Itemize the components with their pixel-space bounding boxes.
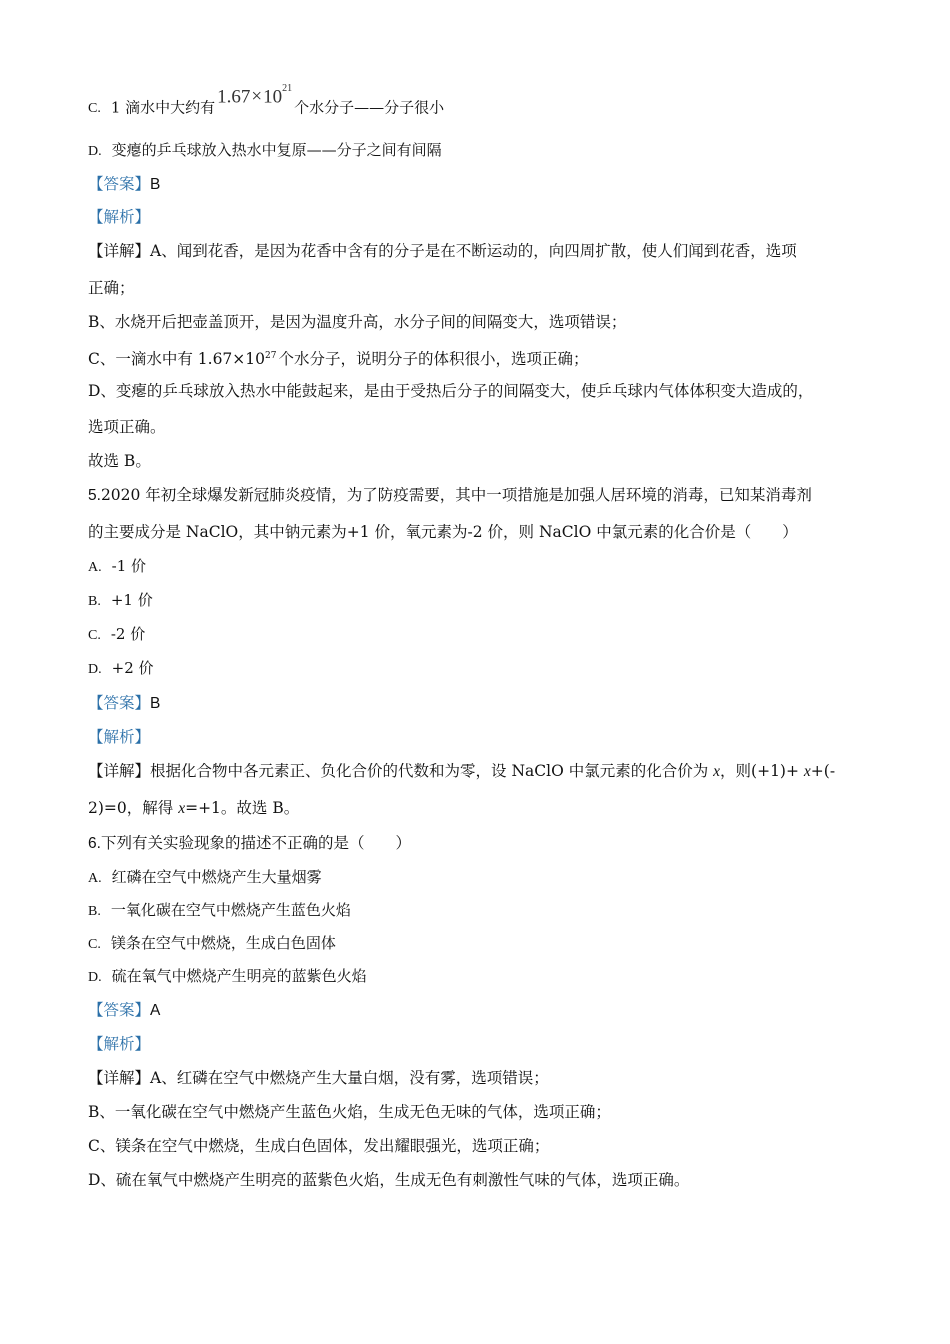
answer-tag: 【答案】	[88, 1001, 151, 1019]
sci-number	[217, 83, 292, 107]
detail-line: B、水烧开后把壶盖顶开，是因为温度升高，水分子间的间隔变大，选项错误；	[88, 313, 627, 331]
sci-exponent: 21	[282, 83, 293, 94]
detail-line: D、硫在氧气中燃烧产生明亮的蓝紫色火焰，生成无色有刺激性气味的气体，选项正确。	[88, 1171, 690, 1189]
answer-value: B	[150, 176, 161, 193]
detail-line	[88, 346, 588, 369]
question-number: 6.	[88, 835, 101, 852]
answer-value: A	[150, 1002, 161, 1019]
detail-line: 正确；	[88, 279, 135, 297]
option-label: A.	[88, 560, 102, 575]
option-label: D.	[88, 970, 102, 985]
option-c	[88, 933, 336, 955]
option-text-post: 个水分子——分子很小	[294, 98, 445, 117]
option-b	[88, 900, 351, 922]
sci-mantissa: 1.67	[217, 86, 251, 108]
option-c	[88, 624, 145, 646]
option-label: A.	[88, 871, 102, 886]
analysis-tag: 【解析】	[88, 728, 151, 746]
option-text: -1 价	[111, 557, 147, 575]
detail-tag: 【详解】	[88, 1069, 151, 1087]
option-text-pre: 1 滴水中大约有	[110, 98, 216, 117]
option-a	[88, 556, 146, 578]
detail-text: 根据化合物中各元素正、负化合价的代数和为零，设 NaClO 中氯元素的化合价为	[150, 762, 714, 780]
detail-line: B、一氧化碳在空气中燃烧产生蓝色火焰，生成无色无味的气体，选项正确；	[88, 1103, 611, 1121]
option-label: B.	[88, 904, 101, 919]
option-text: 镁条在空气中燃烧，生成白色固体	[110, 934, 336, 952]
option-text: -2 价	[110, 625, 146, 643]
option-text: 一氧化碳在空气中燃烧产生蓝色火焰	[110, 901, 351, 919]
detail-line	[88, 761, 835, 782]
detail-text: A、红磷在空气中燃烧产生大量白烟，没有雾，选项错误；	[150, 1069, 549, 1087]
option-text: 变瘪的乒乓球放入热水中复原——分子之间有间隔	[111, 141, 442, 159]
option-label: C.	[88, 101, 101, 117]
sci-base: 10	[263, 86, 283, 108]
detail-tag: 【详解】	[88, 762, 151, 780]
option-label: C.	[88, 937, 101, 952]
detail-line	[88, 241, 797, 261]
question-6-stem	[88, 833, 411, 854]
detail-text: ，则(+1)+	[720, 762, 804, 780]
option-a	[88, 867, 322, 889]
conclusion: 故选 B。	[88, 452, 151, 470]
detail-line	[88, 798, 299, 819]
answer-line	[88, 1000, 160, 1021]
detail-text: A、闻到花香，是因为花香中含有的分子是在不断运动的，向四周扩散，使人们闻到花香，选项	[150, 242, 797, 260]
detail-line: C、镁条在空气中燃烧，生成白色固体，发出耀眼强光，选项正确；	[88, 1137, 550, 1155]
answer-tag: 【答案】	[88, 694, 151, 712]
option-c	[88, 83, 445, 119]
detail-text: =+1。故选 B。	[185, 799, 300, 817]
option-b	[88, 590, 153, 612]
option-label: B.	[88, 594, 101, 609]
answer-line	[88, 693, 160, 714]
detail-tag: 【详解】	[88, 242, 151, 260]
question-number: 5.	[88, 487, 101, 504]
detail-text: +(-	[810, 762, 836, 780]
question-text: 下列有关实验现象的描述不正确的是（ ）	[100, 834, 411, 852]
detail-text: 个水分子，说明分子的体积很小，选项正确；	[278, 350, 589, 369]
variable-x: x	[713, 763, 721, 780]
option-label: D.	[88, 144, 102, 159]
variable-x: x	[178, 800, 186, 817]
answer-tag: 【答案】	[88, 175, 151, 193]
option-d	[88, 658, 154, 680]
option-label: C.	[88, 628, 101, 643]
detail-line: D、变瘪的乒乓球放入热水中能鼓起来，是由于受热后分子的间隔变大，使乒乓球内气体体积变大造成的，	[88, 382, 814, 400]
answer-line	[88, 174, 160, 195]
question-5-stem	[88, 485, 812, 506]
option-text: 红磷在空气中燃烧产生大量烟雾	[111, 868, 322, 886]
option-text: +1 价	[110, 591, 153, 609]
analysis-tag: 【解析】	[88, 1035, 151, 1053]
option-text: 硫在氧气中燃烧产生明亮的蓝紫色火焰	[111, 967, 367, 985]
sci-times: ×	[251, 86, 263, 108]
detail-text: C、一滴水中有 1.67×10	[88, 350, 266, 369]
detail-line	[88, 1068, 549, 1088]
option-d	[88, 140, 442, 162]
detail-line: 选项正确。	[88, 418, 166, 436]
option-text: +2 价	[111, 659, 154, 677]
question-text: 2020 年初全球爆发新冠肺炎疫情，为了防疫需要，其中一项措施是加强人居环境的消毒，已知某消毒剂	[100, 486, 812, 504]
detail-text: 2)=0，解得	[88, 799, 179, 817]
analysis-tag: 【解析】	[88, 208, 151, 226]
answer-value: B	[150, 695, 161, 712]
option-label: D.	[88, 662, 102, 677]
question-5-stem-cont: 的主要成分是 NaClO，其中钠元素为+1 价，氧元素为-2 价，则 NaClO 中氯元素的化合价是（ ）	[88, 523, 798, 541]
variable-x: x	[803, 763, 811, 780]
exponent: 27	[265, 351, 277, 361]
option-d	[88, 966, 367, 988]
